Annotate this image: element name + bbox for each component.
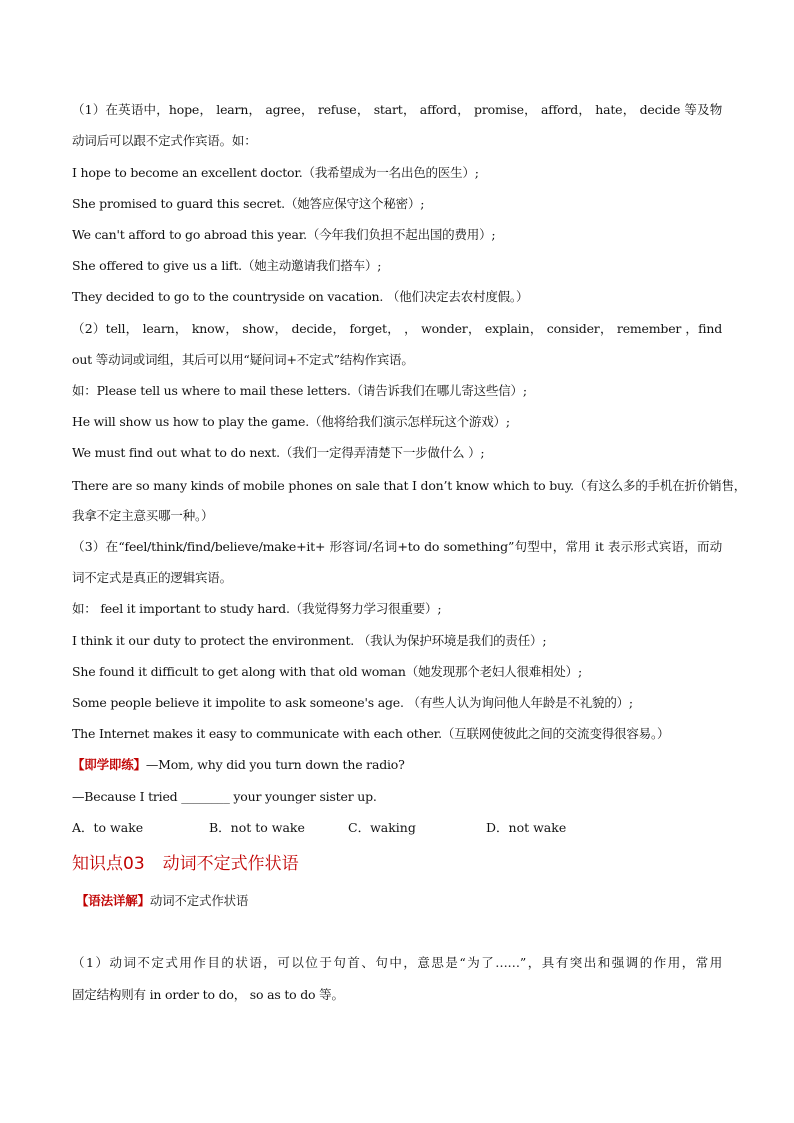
example-sentence: We must find out what to do next.（我们一定得弄清楚下一步做什么 ）;: [72, 445, 485, 460]
example-sentence: 如：Please tell us where to mail these letters.（请告诉我们在哪儿寄这些信）;: [72, 383, 527, 398]
example-sentence-line-1: There are so many kinds of mobile phones on sale that I don’t know which to buy.（有这么多的手机在折价销售，: [72, 478, 747, 493]
option-c: C．waking: [348, 820, 416, 835]
example-sentence: She found it difficult to get along with that old woman（她发现那个老妇人很难相处）;: [72, 664, 582, 679]
example-sentence: I hope to become an excellent doctor.（我希望成为一名出色的医生）;: [72, 165, 479, 180]
option-a: A．to wake: [72, 820, 144, 835]
section-heading: [72, 853, 299, 875]
paragraph-1-line-2: 动词后可以跟不定式作宾语。如：: [72, 133, 257, 148]
example-sentence: She promised to guard this secret.（她答应保守这个秘密）;: [72, 196, 425, 211]
example-sentence: I think it our duty to protect the environment. （我认为保护环境是我们的责任）;: [72, 633, 547, 648]
example-sentence: 如： feel it important to study hard.（我觉得努力学习很重要）;: [72, 601, 442, 616]
grammar-tag-text: 动词不定式作状语: [149, 893, 249, 908]
practice-question-line-1: [72, 757, 722, 773]
practice-tag: 【即学即练】: [72, 757, 146, 772]
section-3-paragraph-line-1: （1）动词不定式用作目的状语，可以位于句首、句中，意思是“为了……”，具有突出和强调的作用，常用: [72, 955, 722, 970]
section-title: 动词不定式作状语: [162, 854, 299, 874]
practice-question-line-2: —Because I tried ________ your younger sister up.: [72, 789, 377, 804]
paragraph-2-line-1: （2）tell， learn， know， show， decide， forget， ， wonder， explain， consider， remember ，find: [72, 321, 722, 336]
example-sentence: He will show us how to play the game.（他将给我们演示怎样玩这个游戏）;: [72, 414, 510, 429]
example-sentence: They decided to go to the countryside on vacation. （他们决定去农村度假。）: [72, 289, 529, 304]
paragraph-2-line-2: out 等动词或词组，其后可以用“疑问词+不定式”结构作宾语。: [72, 352, 414, 367]
example-sentence: We can't afford to go abroad this year.（今年我们负担不起出国的费用）;: [72, 227, 496, 242]
option-b: B．not to wake: [209, 820, 305, 835]
grammar-explanation-label: [76, 893, 726, 909]
example-sentence-line-2: 我拿不定主意买哪一种。）: [72, 508, 214, 523]
option-d: D．not wake: [486, 820, 567, 835]
section-3-paragraph-line-2: 固定结构则有 in order to do， so as to do 等。: [72, 987, 344, 1002]
paragraph-1-line-1: （1）在英语中，hope， learn， agree， refuse， start， afford， promise， afford， hate， decide 等及物: [72, 102, 722, 117]
section-number: 知识点03: [72, 854, 145, 874]
grammar-tag: 【语法详解】: [76, 893, 150, 908]
example-sentence: She offered to give us a lift.（她主动邀请我们搭车）;: [72, 258, 382, 273]
paragraph-3-line-2: 词不定式是真正的逻辑宾语。: [72, 570, 232, 585]
practice-question-text: —Mom, why did you turn down the radio?: [145, 757, 405, 772]
example-sentence: Some people believe it impolite to ask someone's age. （有些人认为询问他人年龄是不礼貌的）;: [72, 695, 633, 710]
paragraph-3-line-1: （3）在“feel/think/find/believe/make+it+ 形容词/名词+to do something”句型中，常用 it 表示形式宾语，而动: [72, 539, 722, 554]
example-sentence: The Internet makes it easy to communicate with each other.（互联网使彼此之间的交流变得很容易。）: [72, 726, 670, 741]
